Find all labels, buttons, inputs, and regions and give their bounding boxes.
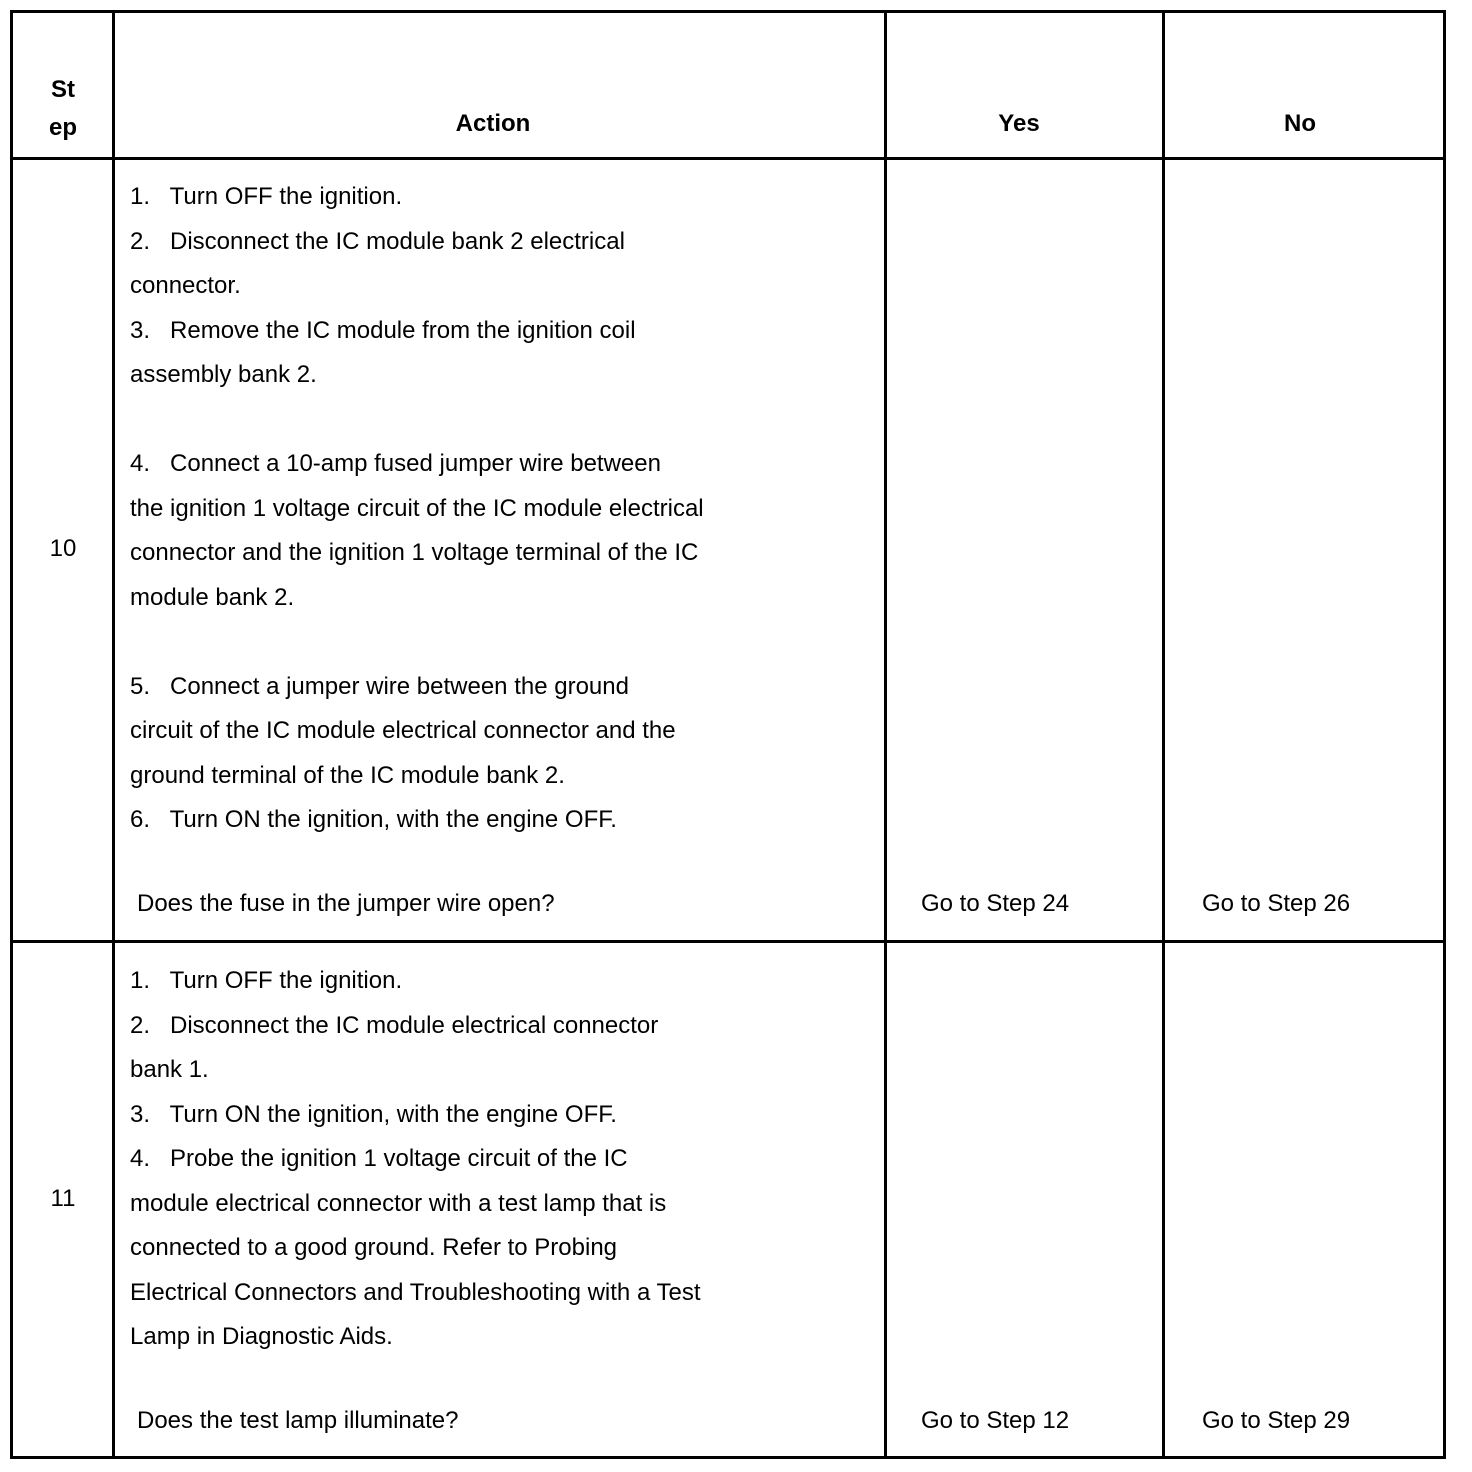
header-yes: Yes [998,110,1040,137]
header-step [13,71,113,147]
row-divider [13,940,1443,943]
action-line: connected to a good ground. Refer to Probing [130,1234,618,1261]
action-line [130,398,704,443]
action-line: connector and the ignition 1 voltage terminal of the IC [130,539,699,566]
action-line: 1. Turn OFF the ignition. [130,967,403,994]
action-line: module bank 2. [130,583,295,611]
action-line: assembly bank 2. [130,361,317,388]
action-line [130,620,704,665]
action-steps [130,959,701,1360]
no-outcome: Go to Step 26 [1202,890,1351,917]
action-line: 1. Turn OFF the ignition. [130,183,403,210]
action-line: connector. [130,272,241,299]
action-line: 4. Probe the ignition 1 voltage circuit of the IC [130,1145,628,1172]
header-action: Action [455,110,531,137]
row-divider [13,157,1443,160]
action-line: 3. Remove the IC module from the ignition coil [130,316,636,344]
column-divider [1162,13,1165,1456]
action-line: 3. Turn ON the ignition, with the engine OFF. [130,1100,617,1128]
step-number: 10 [49,535,77,562]
action-line: module electrical connector with a test lamp that is [130,1189,667,1217]
header-no: No [1284,110,1316,137]
column-divider [112,13,115,1456]
action-question: Does the test lamp illuminate? [137,1407,459,1434]
yes-outcome: Go to Step 12 [921,1407,1070,1434]
action-line: 6. Turn ON the ignition, with the engine OFF. [130,806,617,833]
step-number: 11 [50,1185,76,1212]
action-line: Lamp in Diagnostic Aids. [130,1323,393,1350]
action-question: Does the fuse in the jumper wire open? [137,890,555,917]
action-line: 5. Connect a jumper wire between the ground [130,672,629,700]
yes-outcome: Go to Step 24 [921,890,1070,917]
action-line: bank 1. [130,1056,209,1083]
no-outcome: Go to Step 29 [1202,1407,1351,1434]
action-line: ground terminal of the IC module bank 2. [130,761,565,789]
action-line: 2. Disconnect the IC module electrical connector [130,1011,659,1039]
action-line: 4. Connect a 10-amp fused jumper wire between [130,450,661,477]
action-line: circuit of the IC module electrical connector and the [130,717,676,744]
header-step-line2: ep [48,114,77,141]
action-line: the ignition 1 voltage circuit of the IC module electrical [130,494,704,522]
header-step-line1: St [51,76,75,103]
column-divider [884,13,887,1456]
diagnostic-table [10,10,1446,1459]
action-line: 2. Disconnect the IC module bank 2 electrical [130,227,625,255]
action-line: Electrical Connectors and Troubleshooting with a Test [130,1278,701,1306]
action-steps [130,175,704,843]
